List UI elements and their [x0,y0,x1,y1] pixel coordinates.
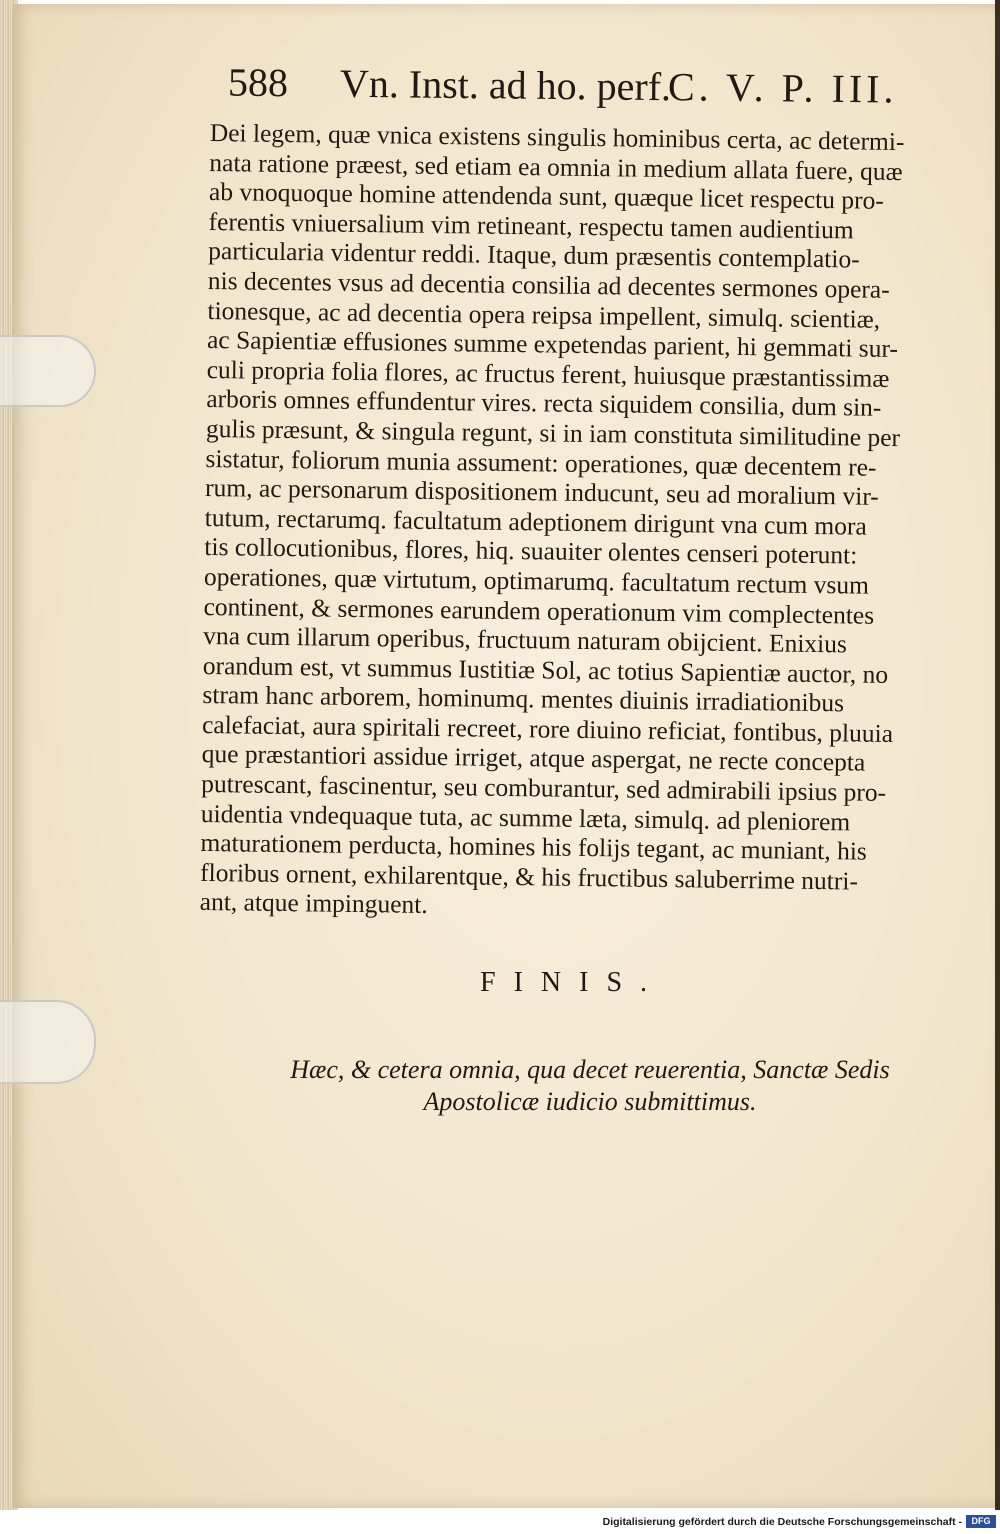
submission-note [270,1054,910,1118]
text-line: Dei legem, quæ vnica existens singulis hominibus certa, ac determi- [209,118,905,157]
text-line: culi propria folia flores, ac fructus ferent, huiusque præstantissimæ [206,354,890,393]
page-number: 588 [227,59,289,106]
text-line: rum, ac personarum dispositionem inducunt, seu ad moralium vir- [204,473,879,511]
text-line: stram hanc arborem, hominumq. mentes diuinis irradiationibus [202,680,845,718]
text-line: orandum est, vt summus Iustitiæ Sol, ac totius Sapientiæ auctor, no [202,650,889,689]
text-line: ac Sapientiæ effusiones summe expetendas parient, hi gemmati sur- [206,325,899,364]
text-line: calefaciat, aura spiritali recreet, rore diuino reficiat, fontibus, pluuia [201,709,894,748]
running-head: Vn. Inst. ad ho. perf. [339,60,672,110]
text-line: continent, & sermones earundem operationum vim complectentes [203,591,875,630]
text-line: tionesque, ac ad decentia opera reipsa impellent, simulq. scientiæ, [207,295,881,334]
scan-border [995,0,1000,1510]
dfg-logo: DFG [966,1515,996,1528]
finis-heading: FINIS. [480,967,666,998]
section-marker: C. V. P. III. [667,64,898,112]
submission-line: Apostolicæ iudicio submittimus. [423,1087,757,1116]
text-line: arboris omnes effundentur vires. recta siquidem consilia, dum sin- [206,384,882,423]
page-clip-upper [0,335,96,407]
text-line: maturationem perducta, homines his folijs tegant, ac muniant, his [200,828,868,866]
text-line: que præstantiori assidue irriget, atque aspergat, ne recte concepta [201,739,866,778]
text-line: ant, atque impinguent. [199,887,428,920]
submission-line: Hæc, & cetera omnia, qua decet reuerentia, Sanctæ Sedis [290,1055,890,1084]
text-line: ab vnoquoque homine attendenda sunt, quæque licet respectu pro- [208,177,885,216]
text-line: tutum, rectarumq. facultatum adeptionem dirigunt vna cum mora [204,502,868,541]
text-line: vna cum illarum operibus, fructuum naturam obijcient. Enixius [203,621,848,659]
text-line: gulis præsunt, & singula regunt, si in iam constituta similitudine per [205,413,901,452]
text-line: floribus ornent, exhilarentque, & his fructibus saluberrime nutri- [199,857,859,896]
text-line: nata ratione præest, sed etiam ea omnia in medium allata fuere, quæ [209,147,903,186]
text-line: sistatur, foliorum munia assument: operationes, quæ decentem re- [205,443,877,482]
page-header [227,59,898,118]
text-line: putrescant, fascinentur, seu comburantur, sed admirabili ipsius pro- [201,769,887,807]
text-line: operationes, quæ virtutum, optimarumq. facultatum rectum vsum [203,561,870,600]
text-line: particularia videntur reddi. Itaque, dum præsentis contemplatio- [208,236,860,274]
text-line: uidentia vndequaque tuta, ac summe læta, simulq. ad pleniorem [200,798,851,837]
page-clip-lower [0,1000,96,1084]
body-text [200,118,942,927]
digitization-credit: Digitalisierung gefördert durch die Deutsche Forschungsgemeinschaft - [602,1516,962,1528]
text-line: nis decentes vsus ad decentia consilia ad decentes sermones opera- [207,265,890,304]
text-line: tis collocutionibus, flores, hiq. suauiter olentes censeri poterunt: [204,532,858,570]
text-line: ferentis vniuersalium vim retineant, respectu tamen audientium [208,206,854,245]
